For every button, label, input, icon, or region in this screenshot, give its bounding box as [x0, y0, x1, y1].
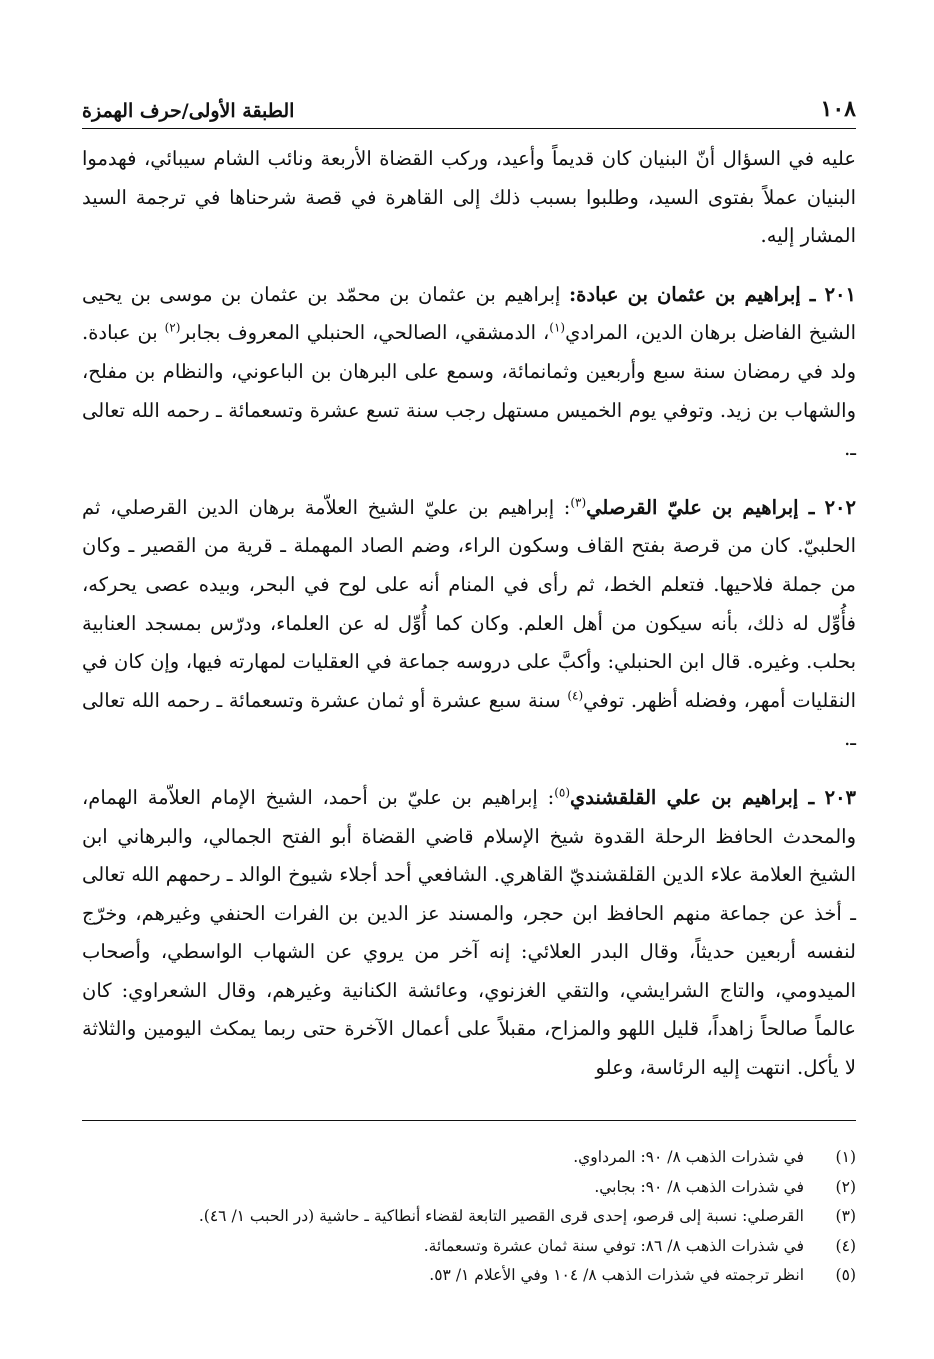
footnote-item — [82, 1232, 856, 1262]
footnote-number: (١) — [835, 1148, 856, 1166]
entry-201-text-b: ، الدمشقي، الصالحي، الحنبلي المعروف بجابر — [180, 321, 550, 345]
entry-201-text-c: بن عبادة. ولد في رمضان سنة سبع وأربعين وثمانمائة، وسمع على البرهان بن الباعوني، والنظام بن مفلح، والشهاب بن زيد. وتوفي يوم الخميس مستهل رجب سنة تسع عشرة وتسعمائة ـ رحمه الله تعالى ـ. — [82, 321, 856, 461]
footnote-number: (٥) — [835, 1266, 856, 1284]
footnote-number: (٣) — [835, 1207, 856, 1225]
footnote-item — [82, 1261, 856, 1291]
footnote-number: (٢) — [835, 1177, 856, 1196]
page-number: ١٠٨ — [820, 96, 856, 122]
entry-201-text-a: إبراهيم بن عثمان بن محمّد بن عثمان بن موسى بن يحيى الشيخ الفاضل برهان الدين، المرادي — [82, 282, 857, 345]
footnote-item — [82, 1143, 856, 1173]
footnote-number: (٤) — [835, 1236, 856, 1255]
footnote-item — [82, 1173, 856, 1203]
entry-201 — [82, 276, 856, 469]
footnote-ref-1[interactable]: (١) — [549, 320, 566, 335]
footnote-text: في شذرات الذهب ٨/ ٩٠: بجابي. — [594, 1177, 804, 1196]
entry-202-heading: ٢٠٢ ـ إبراهيم بن عليّ القرصلي — [586, 495, 856, 519]
footnote-ref-3[interactable]: (٣) — [570, 495, 587, 510]
footnote-text: انظر ترجمته في شذرات الذهب ٨/ ١٠٤ وفي الأعلام ١/ ٥٣. — [429, 1266, 804, 1284]
entry-202 — [82, 489, 856, 759]
footnotes — [82, 1143, 856, 1291]
entry-201-heading: ٢٠١ ـ إبراهيم بن عثمان بن عبادة: — [568, 282, 856, 306]
footnote-ref-4[interactable]: (٤) — [567, 688, 584, 703]
entry-202-text-b: سنة سبع عشرة أو ثمان عشرة وتسعمائة ـ رحمه الله تعالى ـ. — [82, 688, 856, 751]
footnote-item — [82, 1202, 856, 1232]
footnote-ref-2[interactable]: (٢) — [164, 320, 181, 335]
footnote-divider — [82, 1120, 856, 1121]
footnote-text: القرصلي: نسبة إلى قرصو، إحدى قرى القصير التابعة لقضاء أنطاكية ـ حاشية (در الحبب ١/ ٤٦). — [198, 1207, 804, 1225]
entry-203 — [82, 779, 856, 1088]
entry-202-text-a: : إبراهيم بن عليّ الشيخ العلاّمة برهان الدين القرصلي، ثم الحلبيّ. كان من قرصة بفتح القاف وسكون الراء، وضم الصاد المهملة ـ قرية من القصير ـ وكان من جملة فلاحيها. فتعلم الخط، ثم رأى في المنام أنه على لوح في البحر، وبيده عصى يحركه، فأُوِّل له ذلك، بأنه سيكون من أهل العلم. وكان كما أُوِّل له عن العلماء، ودرّس بمسجد العنابية بحلب. وغيره. قال ابن الحنبلي: وأكبَّ على دروسه جماعة في العقليات لمهارته فيها، وإن كان في النقليات أمهر، وفضله أظهر. توفي — [82, 495, 856, 712]
entry-203-text-a: : إبراهيم بن عليّ بن أحمد، الشيخ الإمام العلاّمة الهمام، والمحدث الحافظ الرحلة القدوة شيخ الإسلام قاضي القضاة أبو الفتح الجمالي، والبرهاني ابن الشيخ العلامة علاء الدين القلقشنديّ القاهري. الشافعي أحد أجلاء شيوخ الوالد ـ رحمهم الله تعالى ـ أخذ عن جماعة منهم الحافظ ابن حجر، والمسند عز الدين بن الفرات الحنفي وغيرهم، وخرّج لنفسه أربعين حديثاً، وقال البدر العلائي: إنه آخر من يروي عن الشهاب الواسطي، وأصحاب الميدومي، والتاج الشرايشي، والتقي الغزنوي، وعائشة الكنانية وغيرهم، وقال الشعراوي: كان عالماً صالحاً زاهداً، قليل اللهو والمزاح، مقبلاً على أعمال الآخرة حتى ربما يمكث اليومين والثلاثة لا يأكل. انتهت إليه الرئاسة، وعلو — [82, 785, 856, 1080]
page-header — [82, 86, 856, 129]
running-title: الطبقة الأولى/حرف الهمزة — [82, 100, 295, 122]
entry-203-heading: ٢٠٣ ـ إبراهيم بن علي القلقشندي — [570, 785, 857, 809]
footnote-text: في شذرات الذهب ٨/ ٩٠: المرداوي. — [573, 1148, 804, 1166]
main-text — [82, 140, 856, 1108]
footnote-text: في شذرات الذهب ٨/ ٨٦: توفي سنة ثمان عشرة وتسعمائة. — [423, 1236, 804, 1255]
paragraph-continuation: عليه في السؤال أنّ البنيان كان قديماً وأعيد، وركب القضاة الأربعة ونائب الشام سيبائي، فهدموا البنيان عملاً بفتوى السيد، وطلبوا بسبب ذلك إلى القاهرة في قصة شرحناها في ترجمة السيد المشار إليه. — [82, 147, 856, 248]
footnote-ref-5[interactable]: (٥) — [554, 785, 571, 800]
